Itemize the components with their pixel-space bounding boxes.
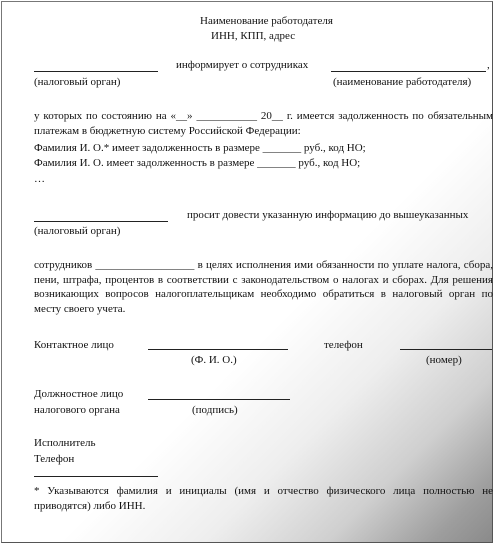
contact-name-caption: (Ф. И. О.) — [191, 354, 237, 366]
tax-authority-caption: (налоговый орган) — [34, 76, 121, 88]
footnote: * Указываются фамилия и инициалы (имя и отчество физического лица полностью не приводятся) либо ИНН. — [34, 485, 493, 512]
executor-label: Исполнитель — [34, 437, 96, 449]
contact-number-caption: (номер) — [426, 354, 462, 366]
contact-phone-blank — [400, 349, 492, 350]
employer-ids-heading: ИНН, КПП, адрес — [211, 30, 296, 42]
debtor-row-2: Фамилия И. О. имеет задолженность в размере _______ руб., код НО; — [34, 157, 361, 169]
debt-paragraph: у которых по состоянию на «__» ___________ 20__ г. имеется задолженность по обязательным платежам в бюджетную систему Российской Федерации: — [34, 110, 493, 137]
tax-authority-blank-2 — [34, 221, 168, 222]
signature-blank — [148, 399, 290, 400]
employer-name-heading: Наименование работодателя — [200, 15, 333, 27]
official-label-line2: налогового органа — [34, 404, 120, 416]
contact-person-label: Контактное лицо — [34, 339, 114, 351]
tax-authority-caption-2: (налоговый орган) — [34, 225, 121, 237]
inform-text: информирует о сотрудниках — [176, 59, 309, 71]
contact-name-blank — [148, 349, 288, 350]
debtor-row-1: Фамилия И. О.* имеет задолженность в размере _______ руб., код НО; — [34, 142, 366, 154]
executor-phone-label: Телефон — [34, 453, 75, 465]
signature-caption: (подпись) — [192, 404, 238, 416]
tax-authority-blank — [34, 71, 158, 72]
debtor-ellipsis: … — [34, 173, 45, 185]
official-label-line1: Должностное лицо — [34, 388, 124, 400]
request-text: просит довести указанную информацию до вышеуказанных — [187, 209, 469, 221]
employer-name-blank — [331, 71, 486, 72]
employees-paragraph: сотрудников __________________ в целях исполнения ими обязанности по уплате налога, сбора, пени, штрафа, процентов в соответствии с законодательством о налогах и сборах. Для решения возникающих вопросов налогоплательщикам необходимо обратиться в налоговый орган по месту своего учета. — [34, 259, 493, 315]
footnote-separator — [34, 476, 158, 477]
inform-comma: , — [487, 59, 490, 71]
document-sheet — [1, 1, 493, 543]
contact-phone-label: телефон — [324, 339, 363, 351]
employer-name-caption: (наименование работодателя) — [333, 76, 472, 88]
